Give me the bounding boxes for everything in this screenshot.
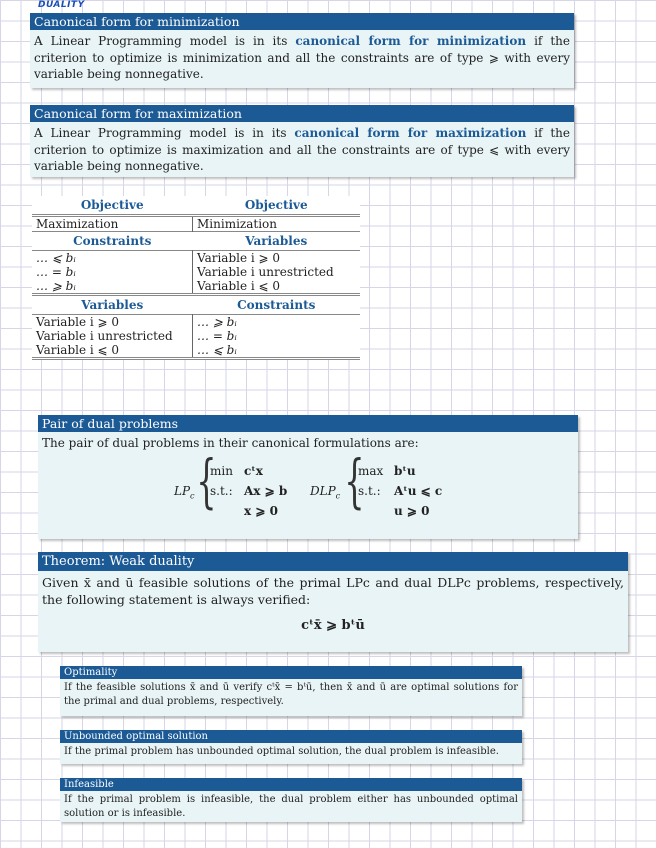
weak-duality-title: Theorem: Weak duality: [38, 552, 628, 571]
dlp-brace: {: [344, 446, 365, 515]
cell: … = bᵢ: [32, 265, 193, 279]
cell: Variable i ⩽ 0: [193, 279, 361, 295]
canonical-max-title: Canonical form for maximization: [30, 105, 574, 122]
table-row: [32, 315, 360, 330]
lp-label: $LP_c$: [174, 483, 195, 500]
cell: Variable i unrestricted: [32, 329, 193, 343]
lp-row3-expr: x ⩾ 0: [244, 503, 278, 518]
canonical-min-box: [30, 13, 574, 88]
infeasible-title: Infeasible: [60, 778, 522, 791]
lp-row2-expr: Ax ⩾ b: [244, 483, 288, 498]
optimality-text: If the feasible solutions x̄ and ū verify cᵗx̄ = bᵗū, then x̄ and ū are optimal solutions for the primal and dual problems, respectively.: [64, 682, 518, 707]
canonical-max-highlight: canonical form for maximization: [294, 126, 527, 140]
pair-title: Pair of dual problems: [38, 415, 578, 432]
table-section-row: [32, 295, 360, 315]
header-left: Objective: [32, 196, 193, 216]
weak-duality-text: Given x̄ and ū feasible solutions of the primal LPc and dual DLPc problems, respectively, the following statement is always verified:: [42, 575, 624, 607]
dlp-label: $DLP_c$: [310, 483, 341, 500]
dlp-row3-expr: u ⩾ 0: [394, 503, 430, 518]
canonical-max-box: [30, 105, 574, 177]
dual-formulations: [38, 446, 578, 542]
unbounded-text: If the primal problem has unbounded optimal solution, the dual problem is infeasible.: [64, 746, 499, 757]
cell: Variable i ⩾ 0: [32, 315, 193, 330]
lp-brace: {: [196, 446, 217, 515]
cell: Variable i ⩽ 0: [32, 343, 193, 359]
unbounded-box: [60, 730, 522, 764]
header-right: Objective: [193, 196, 361, 216]
objective-left: Maximization: [32, 216, 193, 232]
canonical-max-text: A Linear Programming model is in its canonical form for maximization if the criterion to optimize is maximization and all the constraints are of type ⩽ with every variable being nonnegative.: [34, 126, 570, 173]
dlp-row2-op: s.t.:: [358, 483, 381, 498]
table-row: [32, 216, 360, 232]
section2-left: Constraints: [32, 232, 193, 251]
weak-duality-box: [38, 552, 628, 652]
lp-row1-expr: cᵗx: [244, 463, 263, 478]
table-row: [32, 265, 360, 279]
canonical-min-highlight: canonical form for minimization: [295, 34, 527, 48]
cell: … ⩾ bᵢ: [32, 279, 193, 295]
table-header-row: [32, 196, 360, 216]
dlp-row1-op: max: [358, 463, 384, 478]
pair-text: The pair of dual problems in their canonical formulations are:: [42, 436, 419, 450]
cell: … ⩽ bᵢ: [193, 343, 361, 359]
canonical-min-text: A Linear Programming model is in its canonical form for minimization if the criterion to optimize is minimization and all the constraints are of type ⩾ with every variable being nonnegative.: [34, 34, 570, 81]
objective-right: Minimization: [197, 217, 277, 231]
table-section-row: [32, 232, 360, 251]
table-row: [32, 251, 360, 266]
infeasible-text: If the primal problem is infeasible, the dual problem either has unbounded optimal solution or is infeasible.: [64, 794, 518, 819]
pair-box: [38, 415, 578, 539]
lp-row1-op: min: [210, 463, 233, 478]
cell: Variable i ⩾ 0: [193, 251, 361, 266]
duality-table: [32, 196, 360, 360]
canonical-min-title: Canonical form for minimization: [30, 13, 574, 30]
infeasible-box: [60, 778, 522, 822]
unbounded-title: Unbounded optimal solution: [60, 730, 522, 743]
cell: … = bᵢ: [197, 329, 237, 343]
optimality-title: Optimality: [60, 666, 522, 679]
optimality-box: [60, 666, 522, 716]
section3-right: Constraints: [237, 298, 316, 312]
dlp-row2-expr: Aᵗu ⩽ c: [394, 483, 443, 498]
table-row: [32, 279, 360, 295]
section2-right: Variables: [193, 232, 361, 251]
weak-duality-formula: cᵗx̄ ⩾ bᵗū: [301, 618, 365, 633]
cell: Variable i unrestricted: [197, 265, 334, 279]
table-row: [32, 343, 360, 359]
cell: … ⩾ bᵢ: [193, 315, 361, 330]
cell: … ⩽ bᵢ: [32, 251, 193, 266]
section3-left: Variables: [81, 298, 144, 312]
dlp-row1-expr: bᵗu: [394, 463, 416, 478]
lp-row2-op: s.t.:: [210, 483, 233, 498]
table-row: [32, 329, 360, 343]
page-heading: DUALITY: [38, 0, 85, 10]
